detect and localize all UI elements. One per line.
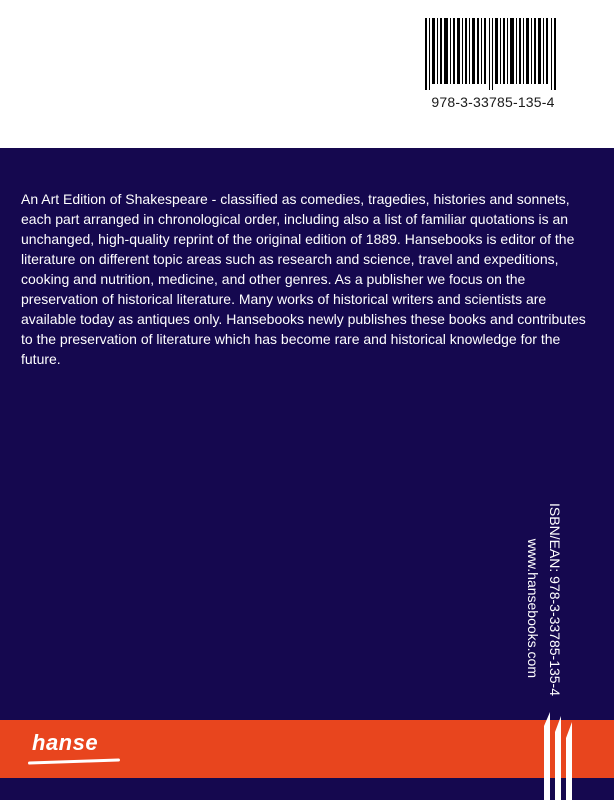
orange-band	[0, 720, 614, 778]
website-link[interactable]: www.hansebooks.com	[525, 538, 541, 678]
book-description: An Art Edition of Shakespeare - classified as comedies, tragedies, histories and sonnets, each part arranged in chronological order, including also a list of familiar quotations is an unchanged, high-quality reprint of the original edition of 1889. Hansebooks is editor of the literature on different topic areas such as research and science, travel and expeditions, cooking and nutrition, medicine, and other genres. As a publisher we focus on the preservation of historical literature. Many works of historical writers and scientists are available today as antiques only. Hansebooks newly publishes these books and contributes to the preservation of literature which has become rare and historical knowledge for the future.	[21, 191, 586, 367]
barcode-bars	[425, 18, 558, 90]
isbn-ean-label: ISBN/EAN: 978-3-33785-135-4	[547, 503, 563, 696]
barcode-area	[0, 0, 614, 148]
barcode	[425, 18, 558, 90]
bottom-strip	[0, 778, 614, 800]
barcode-isbn-text: 978-3-33785-135-4	[431, 94, 555, 110]
publisher-mark-icon	[540, 702, 580, 800]
vertical-isbn-block	[512, 503, 566, 696]
publisher-footer	[0, 720, 614, 800]
logo-swoosh	[28, 758, 120, 764]
back-cover-body	[0, 148, 614, 720]
hanse-logo: hanse	[32, 730, 99, 755]
